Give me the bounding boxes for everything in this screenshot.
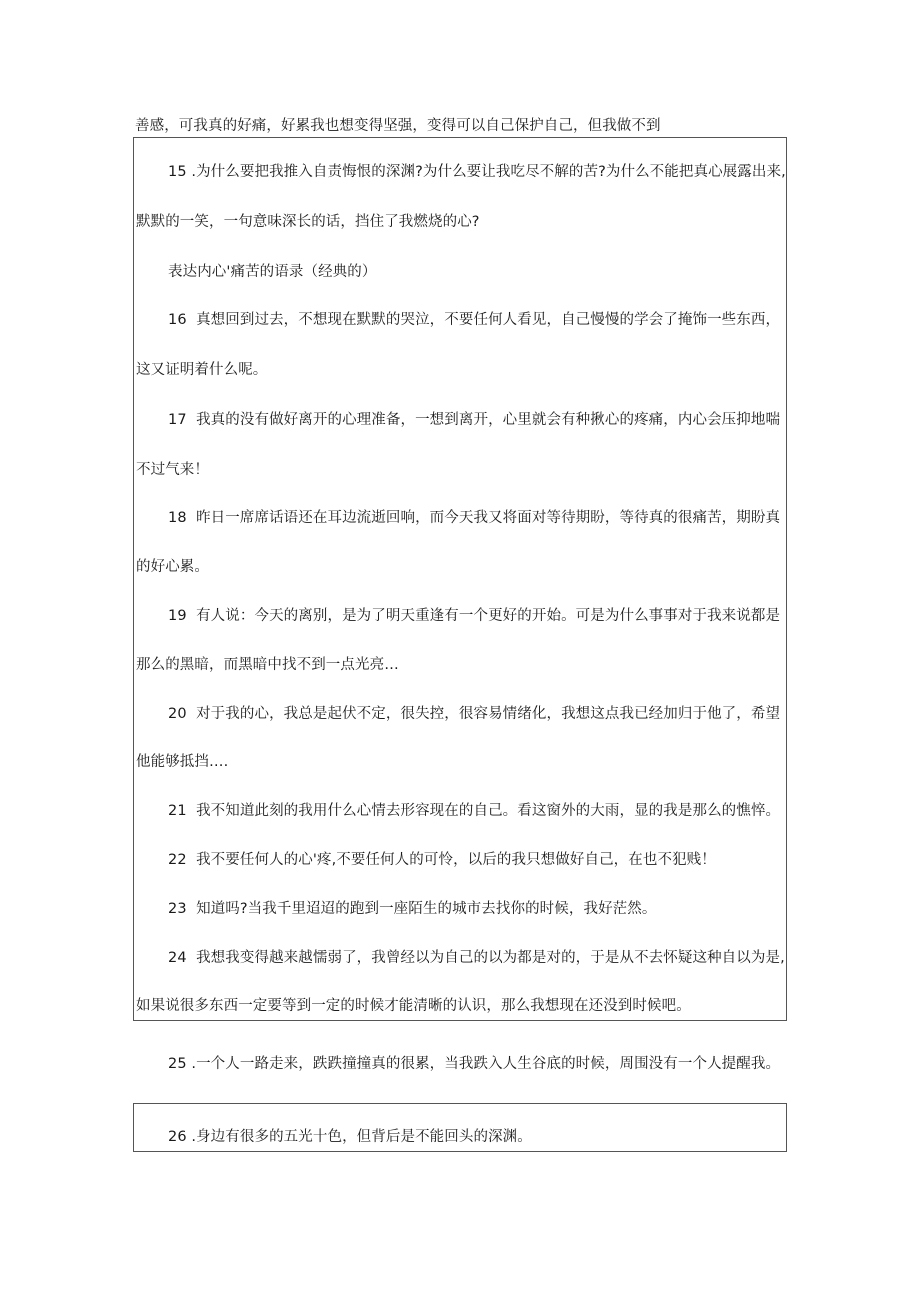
list-item: [168, 899, 656, 919]
list-item: [168, 162, 786, 182]
item-text: 我不要任何人的心'疼,不要任何人的可怜，以后的我只想做好自己，在也不犯贱！: [196, 852, 716, 868]
item-continuation: 这又证明着什么呢。: [136, 362, 268, 378]
section-heading: 表达内心'痛苦的语录（经典的）: [168, 264, 377, 280]
list-item: [168, 1054, 780, 1074]
item-number: 21: [168, 803, 187, 819]
item-text: 知道吗?当我千里迢迢的跑到一座陌生的城市去找你的时候，我好茫然。: [196, 901, 657, 917]
list-item: [168, 310, 780, 330]
item-number: 19: [168, 608, 187, 624]
item-text: 昨日一席席话语还在耳边流逝回响，而今天我又将面对等待期盼，等待真的很痛苦，期盼真: [196, 510, 781, 526]
item-number: 20: [168, 706, 187, 722]
item-number: 23: [168, 901, 187, 917]
item-continuation: 的好心累。: [136, 559, 209, 575]
list-item: [168, 606, 780, 626]
item-text: 真想回到过去，不想现在默默的哭泣，不要任何人看见，自己慢慢的学会了掩饰一些东西，: [196, 312, 781, 328]
item-text: 有人说：今天的离别，是为了明天重逢有一个更好的开始。可是为什么事事对于我来说都是: [196, 608, 781, 624]
item-text: 我不知道此刻的我用什么心情去形容现在的自己。看这窗外的大雨，显的我是那么的憔悴。: [196, 803, 781, 819]
item-continuation: 那么的黑暗，而黑暗中找不到一点光亮…: [136, 657, 399, 673]
item-text: 身边有很多的五光十色，但背后是不能回头的深渊。: [196, 1129, 532, 1145]
item-number: 22: [168, 852, 187, 868]
list-item: [168, 410, 780, 430]
item-text: 我想我变得越来越懦弱了，我曾经以为自己的以为都是对的，于是从不去怀疑这种自以为是,: [196, 950, 785, 966]
item-separator: .: [186, 1129, 197, 1145]
item-text: 一个人一路走来，跌跌撞撞真的很累，当我跌入人生谷底的时候，周围没有一个人提醒我。: [196, 1056, 781, 1072]
item-number: 25: [168, 1056, 187, 1072]
list-item: [168, 704, 780, 724]
item-number: 18: [168, 510, 187, 526]
item-text: 为什么要把我推入自责悔恨的深渊?为什么要让我吃尽不解的苦?为什么不能把真心展露出来,: [196, 164, 786, 180]
item-continuation: 默默的一笑，一句意味深长的话，挡住了我燃烧的心?: [136, 214, 480, 230]
item-number: 15: [168, 164, 187, 180]
item-continuation: 他能够抵挡….: [136, 754, 229, 770]
intro-line: 善感，可我真的好痛，好累我也想变得坚强，变得可以自己保护自己，但我做不到: [135, 118, 661, 134]
item-separator: .: [186, 164, 197, 180]
item-number: 26: [168, 1129, 187, 1145]
item-text: 对于我的心，我总是起伏不定，很失控，很容易情绪化，我想这点我已经加归于他了，希望: [196, 706, 781, 722]
list-item: [168, 1127, 532, 1147]
list-item: [168, 850, 716, 870]
item-text: 我真的没有做好离开的心理准备，一想到离开，心里就会有种揪心的疼痛，内心会压抑地喘: [196, 412, 781, 428]
item-continuation: 如果说很多东西一定要等到一定的时候才能清晰的认识，那么我想现在还没到时候吧。: [136, 998, 691, 1014]
item-number: 16: [168, 312, 187, 328]
list-item: [168, 801, 780, 821]
item-continuation: 不过气来！: [136, 462, 209, 478]
item-number: 24: [168, 950, 187, 966]
item-separator: .: [186, 1056, 197, 1072]
list-item: [168, 948, 785, 968]
list-item: [168, 508, 780, 528]
item-number: 17: [168, 412, 187, 428]
